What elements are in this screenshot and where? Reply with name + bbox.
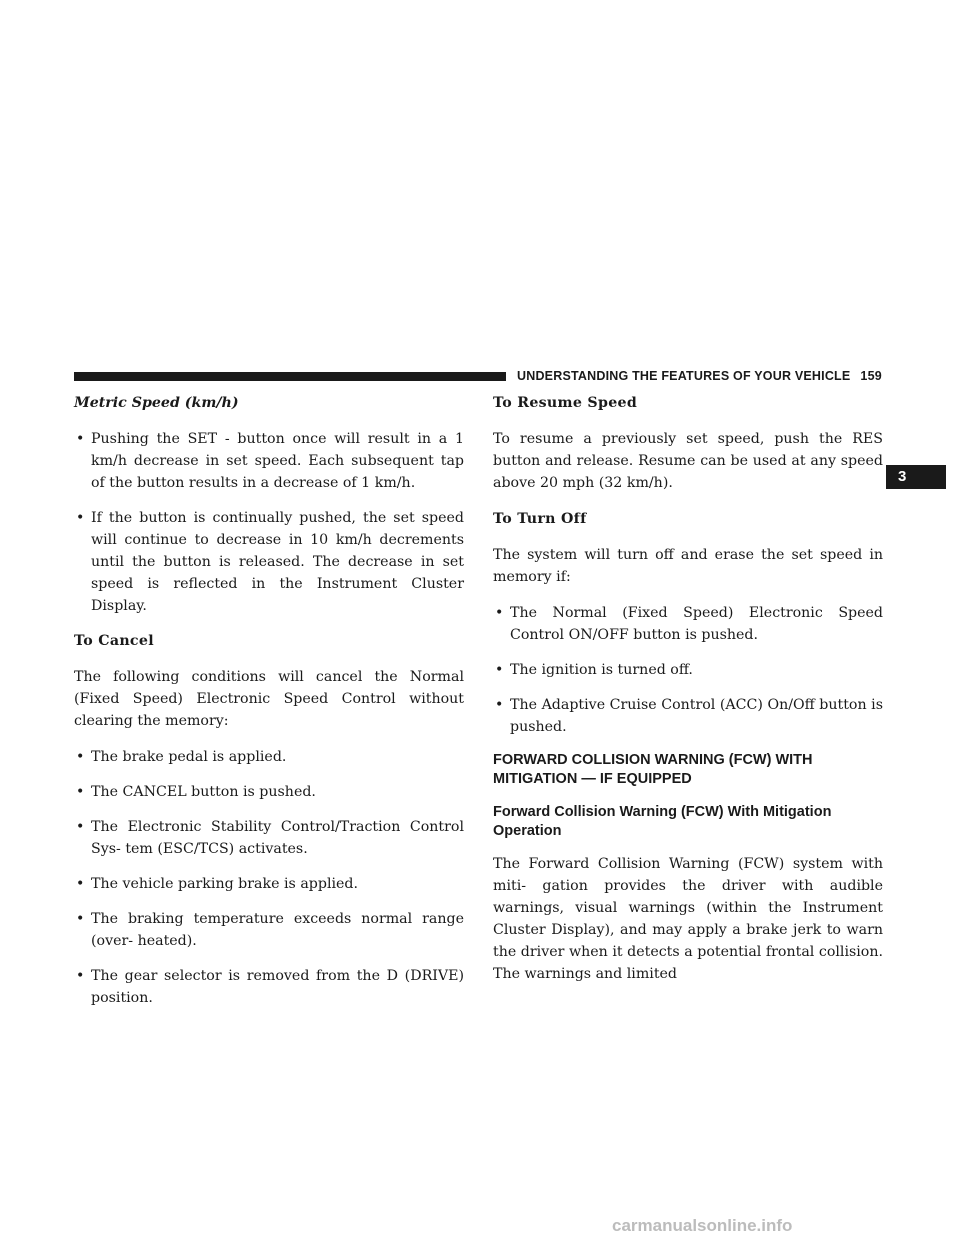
list-item: • The brake pedal is applied. [74, 746, 464, 768]
list-item: • The Adaptive Cruise Control (ACC) On/Off button is pushed. [493, 694, 883, 738]
running-header [517, 369, 882, 383]
list-item: • The ignition is turned off. [493, 659, 883, 681]
metric-speed-heading: Metric Speed (km/h) [74, 395, 239, 411]
to-turn-off-heading: To Turn Off [493, 511, 587, 527]
page-number: 159 [860, 369, 882, 383]
header-rule [74, 372, 506, 381]
cancel-intro-paragraph: The following conditions will cancel the Normal (Fixed Speed) Electronic Speed Control without clearing the memory: [74, 669, 464, 729]
fcw-section-heading: FORWARD COLLISION WARNING (FCW) WITH MITIGATION — IF EQUIPPED [493, 752, 813, 787]
list-item: • The gear selector is removed from the D (DRIVE) position. [74, 965, 464, 1009]
list-item: • The Electronic Stability Control/Traction Control Sys- tem (ESC/TCS) activates. [74, 816, 464, 860]
list-item: • The CANCEL button is pushed. [74, 781, 464, 803]
list-item: • If the button is continually pushed, the set speed will continue to decrease in 10 km/h decrements until the button is released. The decrease in set speed is reflected in the Instrument Cluster Display. [74, 507, 464, 617]
turn-off-intro-paragraph: The system will turn off and erase the set speed in memory if: [493, 547, 883, 585]
resume-paragraph: To resume a previously set speed, push the RES button and release. Resume can be used at any speed above 20 mph (32 km/h). [493, 431, 883, 491]
metric-speed-list [74, 428, 464, 617]
list-item: • Pushing the SET - button once will result in a 1 km/h decrease in set speed. Each subsequent tap of the button results in a decrease of 1 km/h. [74, 428, 464, 494]
site-watermark: carmanualsonline.info [612, 1216, 793, 1235]
left-column [74, 392, 464, 1022]
right-column [493, 392, 883, 999]
section-title: UNDERSTANDING THE FEATURES OF YOUR VEHICLE [517, 369, 851, 383]
list-item: • The vehicle parking brake is applied. [74, 873, 464, 895]
cancel-conditions-list [74, 746, 464, 1009]
to-resume-heading: To Resume Speed [493, 395, 638, 411]
list-item: • The braking temperature exceeds normal range (over- heated). [74, 908, 464, 952]
to-cancel-heading: To Cancel [74, 633, 154, 649]
fcw-subsection-heading: Forward Collision Warning (FCW) With Mitigation Operation [493, 804, 832, 839]
list-item: • The Normal (Fixed Speed) Electronic Speed Control ON/OFF button is pushed. [493, 602, 883, 646]
chapter-tab: 3 [886, 465, 946, 489]
turn-off-conditions-list [493, 602, 883, 738]
fcw-paragraph: The Forward Collision Warning (FCW) system with miti- gation provides the driver with audible warnings, visual warnings (within the Instrument Cluster Display), and may apply a brake jerk to warn the driver when it detects a potential frontal collision. The warnings and limited [493, 856, 883, 982]
